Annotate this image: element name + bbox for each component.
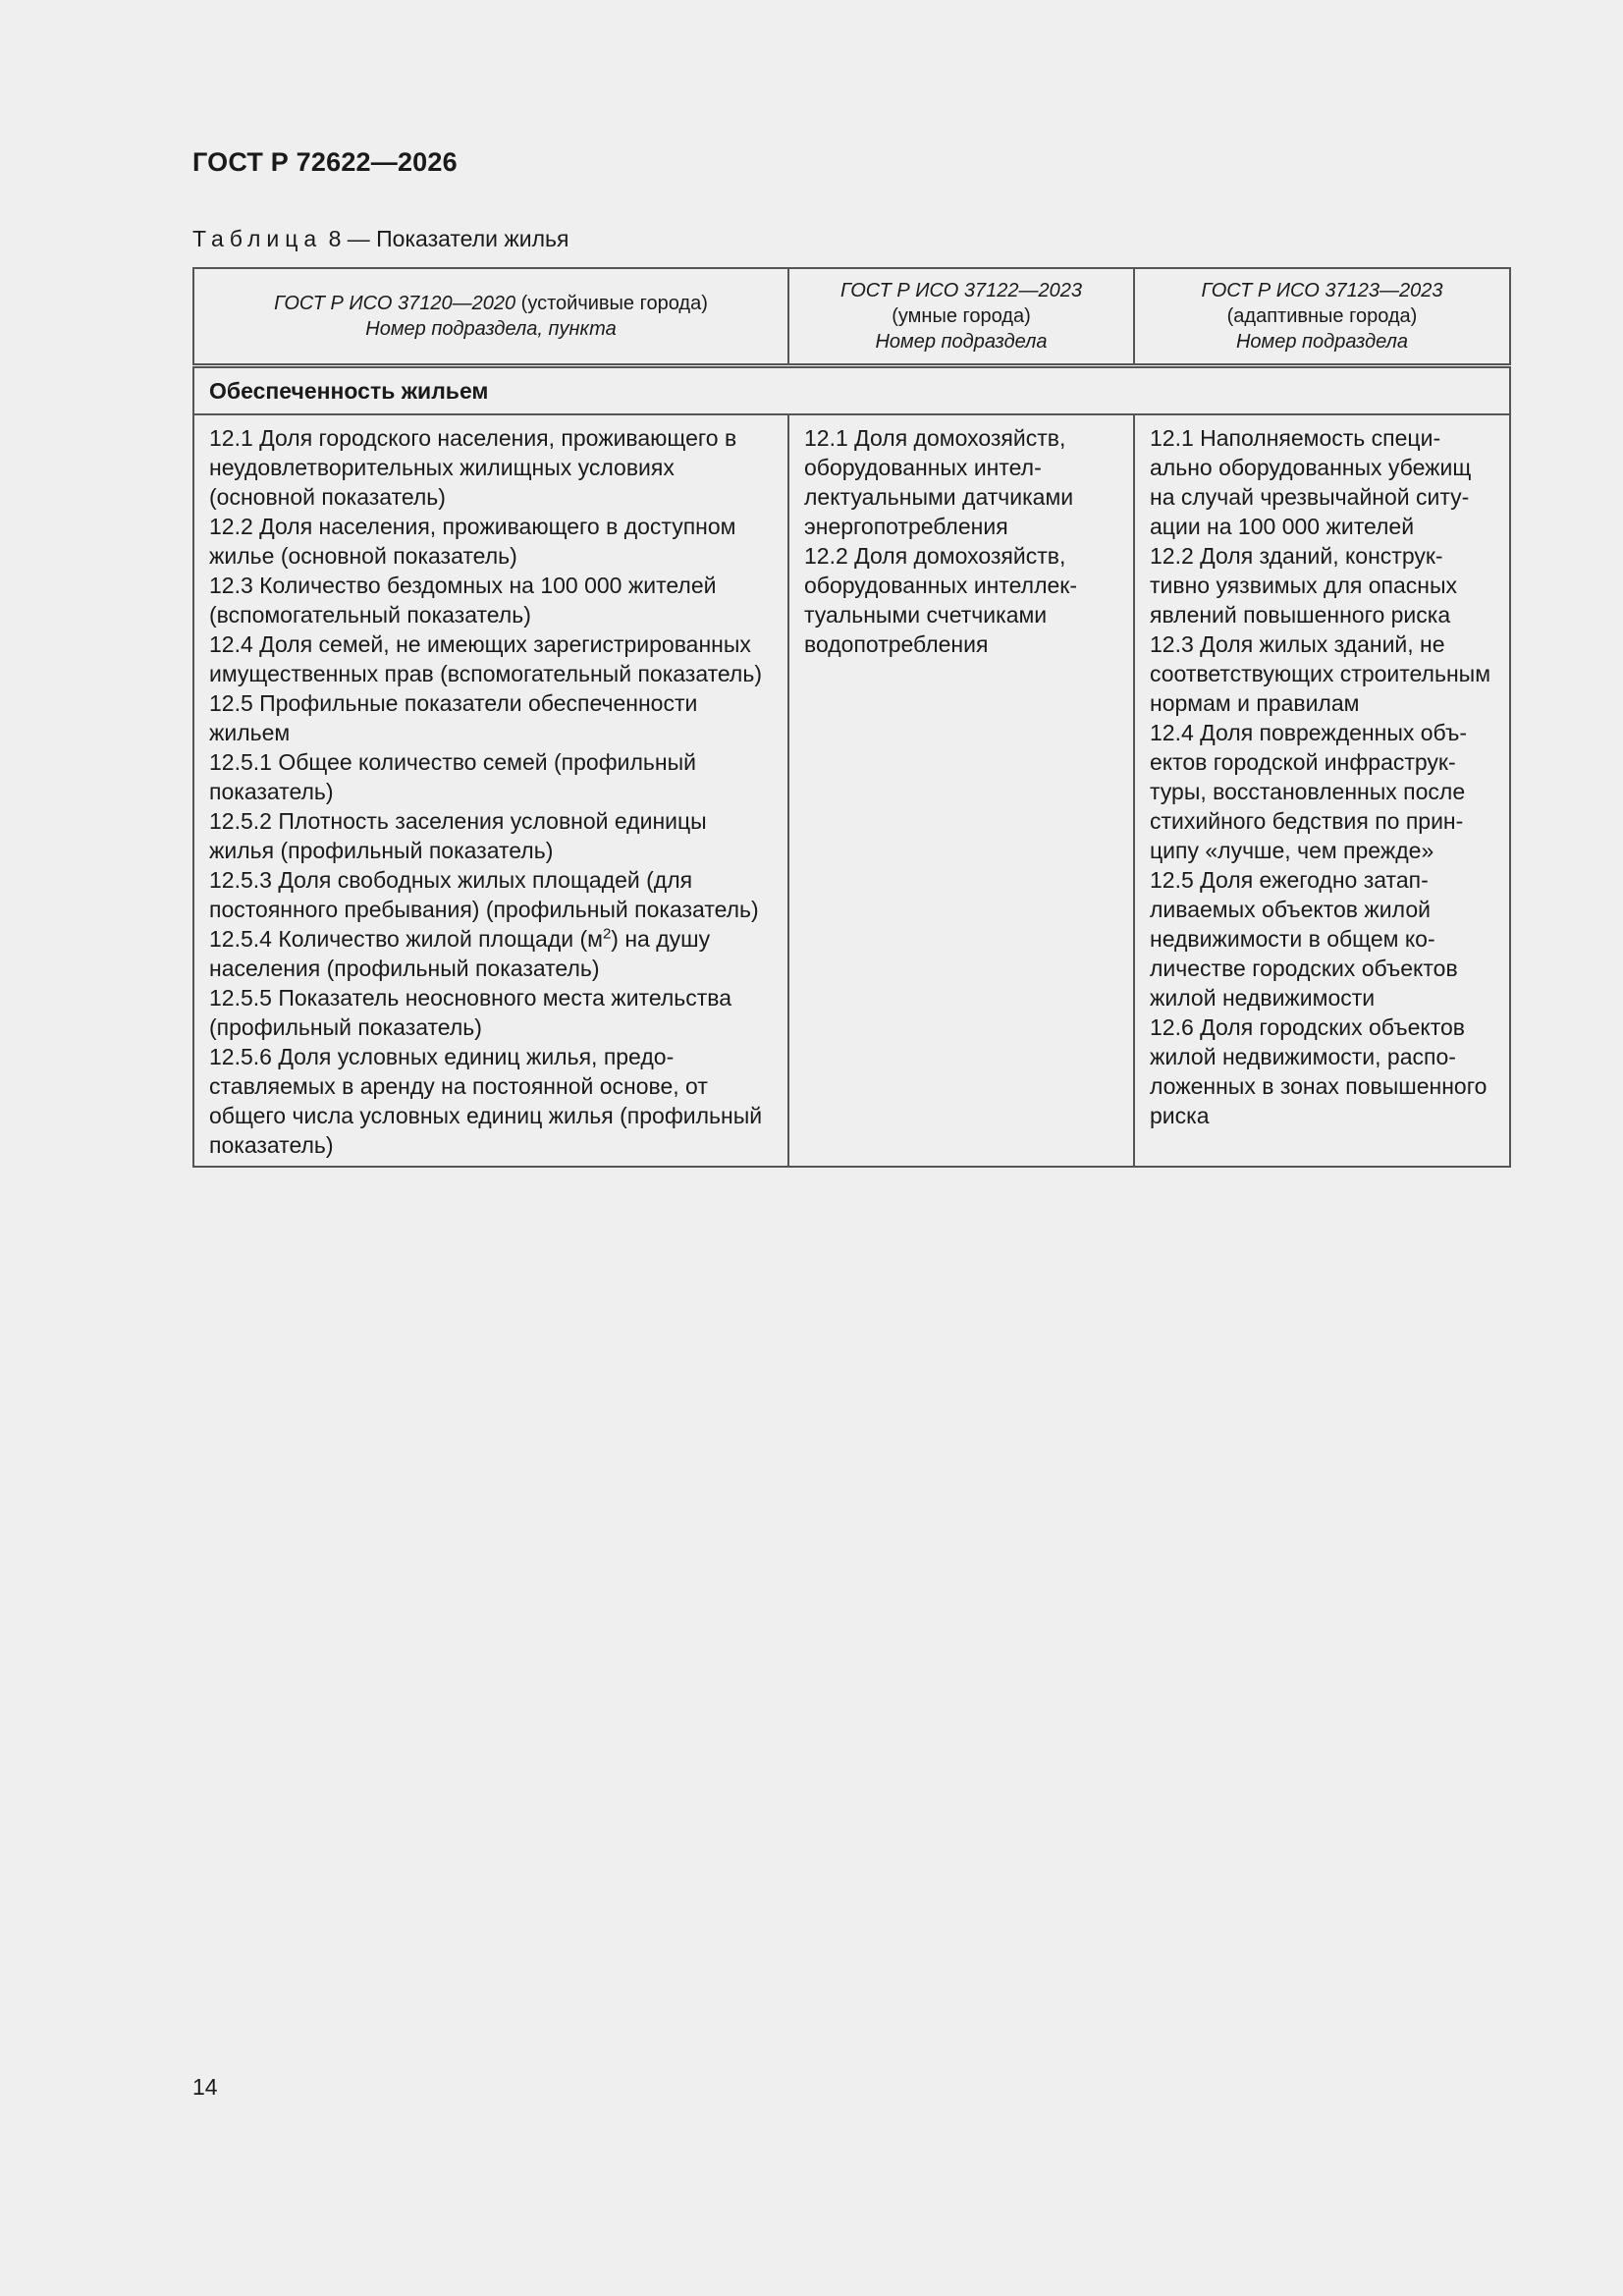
document-code: ГОСТ Р 72622—2026 — [192, 147, 458, 177]
list-item: 12.1 Доля домохозяйств, оборудованных интеллектуальными датчиками энергопотребления — [804, 425, 1074, 539]
section-row — [193, 366, 1510, 415]
page-number: 14 — [192, 2074, 218, 2100]
header-37122-standard: ГОСТ Р ИСО 37122—2023 — [840, 280, 1082, 301]
header-37122-description: (умные города) — [892, 305, 1031, 327]
table-caption-title: 8 — Показатели жилья — [328, 226, 569, 251]
header-37120-description: (устойчивые города) — [520, 293, 708, 314]
cell-37122-items — [788, 414, 1134, 1167]
header-37120-subtitle: Номер подраздела, пункта — [365, 318, 617, 340]
list-item: 12.2 Доля зданий, конструктивно уязвимых для опасных явлений повышенного риска — [1150, 543, 1457, 628]
list-item: 12.4 Доля поврежденных объектов городской инфраструктуры, восстановленных после стихийного бедствия по принципу «лучше, чем прежде» — [1150, 720, 1468, 863]
table-body-row — [193, 414, 1510, 1167]
cell-37120-items — [193, 414, 788, 1167]
header-37123-standard: ГОСТ Р ИСО 37123—2023 — [1201, 280, 1443, 301]
header-37123 — [1134, 268, 1510, 366]
living-area-text-end: ) на душу населения (профильный показатель) — [209, 926, 711, 981]
list-item: 12.5 Доля ежегодно затапливаемых объектов жилой недвижимости в общем количестве городских объектов жилой недвижимости — [1150, 867, 1458, 1011]
indicators-table-wrapper — [192, 267, 1509, 1168]
list-item: 12.5.5 Показатель неосновного места жительства (профильный показатель) — [209, 985, 732, 1040]
list-item: 12.4 Доля семей, не имеющих зарегистрированных имущественных прав (вспомогательный показатель) — [209, 631, 762, 686]
list-item: 12.3 Количество бездомных на 100 000 жителей (вспомогательный показатель) — [209, 573, 717, 628]
list-item: 12.5 Профильные показатели обеспеченности жильем — [209, 690, 698, 745]
list-item: 12.2 Доля населения, проживающего в доступном жилье (основной показатель) — [209, 514, 736, 569]
housing-indicators-table — [192, 267, 1511, 1168]
list-item: 12.5.6 Доля условных единиц жилья, предоставляемых в аренду на постоянной основе, от общего числа условных единиц жилья (профильный показатель) — [209, 1044, 763, 1158]
square-superscript: 2 — [602, 925, 612, 943]
table-caption-word: Таблица — [192, 226, 323, 251]
header-37120 — [193, 268, 788, 366]
list-item: 12.5.1 Общее количество семей (профильный показатель) — [209, 749, 696, 804]
living-area-text-start: 12.5.4 Количество жилой площади (м — [209, 926, 603, 952]
section-title: Обеспеченность жильем — [193, 366, 1510, 415]
header-37122-subtitle: Номер подраздела — [875, 331, 1048, 353]
list-item: 12.3 Доля жилых зданий, не соответствующих строительным нормам и правилам — [1150, 631, 1491, 716]
table-caption — [192, 226, 568, 252]
list-item-living-area — [209, 924, 774, 983]
header-37123-description: (адаптивные города) — [1226, 305, 1418, 327]
list-item: 12.2 Доля домохозяйств, оборудованных интеллектуальными счетчиками водопотребления — [804, 543, 1078, 657]
list-item: 12.1 Наполняемость специально оборудованных убежищ на случай чрезвычайной ситуации на 100 000 жителей — [1150, 425, 1472, 539]
header-37122 — [788, 268, 1134, 366]
list-item: 12.5.2 Плотность заселения условной единицы жилья (профильный показатель) — [209, 808, 707, 863]
list-item: 12.1 Доля городского населения, проживающего в неудовлетворительных жилищных условиях (основной показатель) — [209, 425, 737, 510]
list-item: 12.5.3 Доля свободных жилых площадей (для постоянного пребывания) (профильный показатель) — [209, 867, 759, 922]
header-37120-standard: ГОСТ Р ИСО 37120—2020 — [274, 293, 516, 314]
table-header-row — [193, 268, 1510, 366]
list-item: 12.6 Доля городских объектов жилой недвижимости, расположенных в зонах повышенного риска — [1150, 1014, 1488, 1128]
cell-37123-items — [1134, 414, 1510, 1167]
header-37123-subtitle: Номер подраздела — [1235, 331, 1409, 353]
